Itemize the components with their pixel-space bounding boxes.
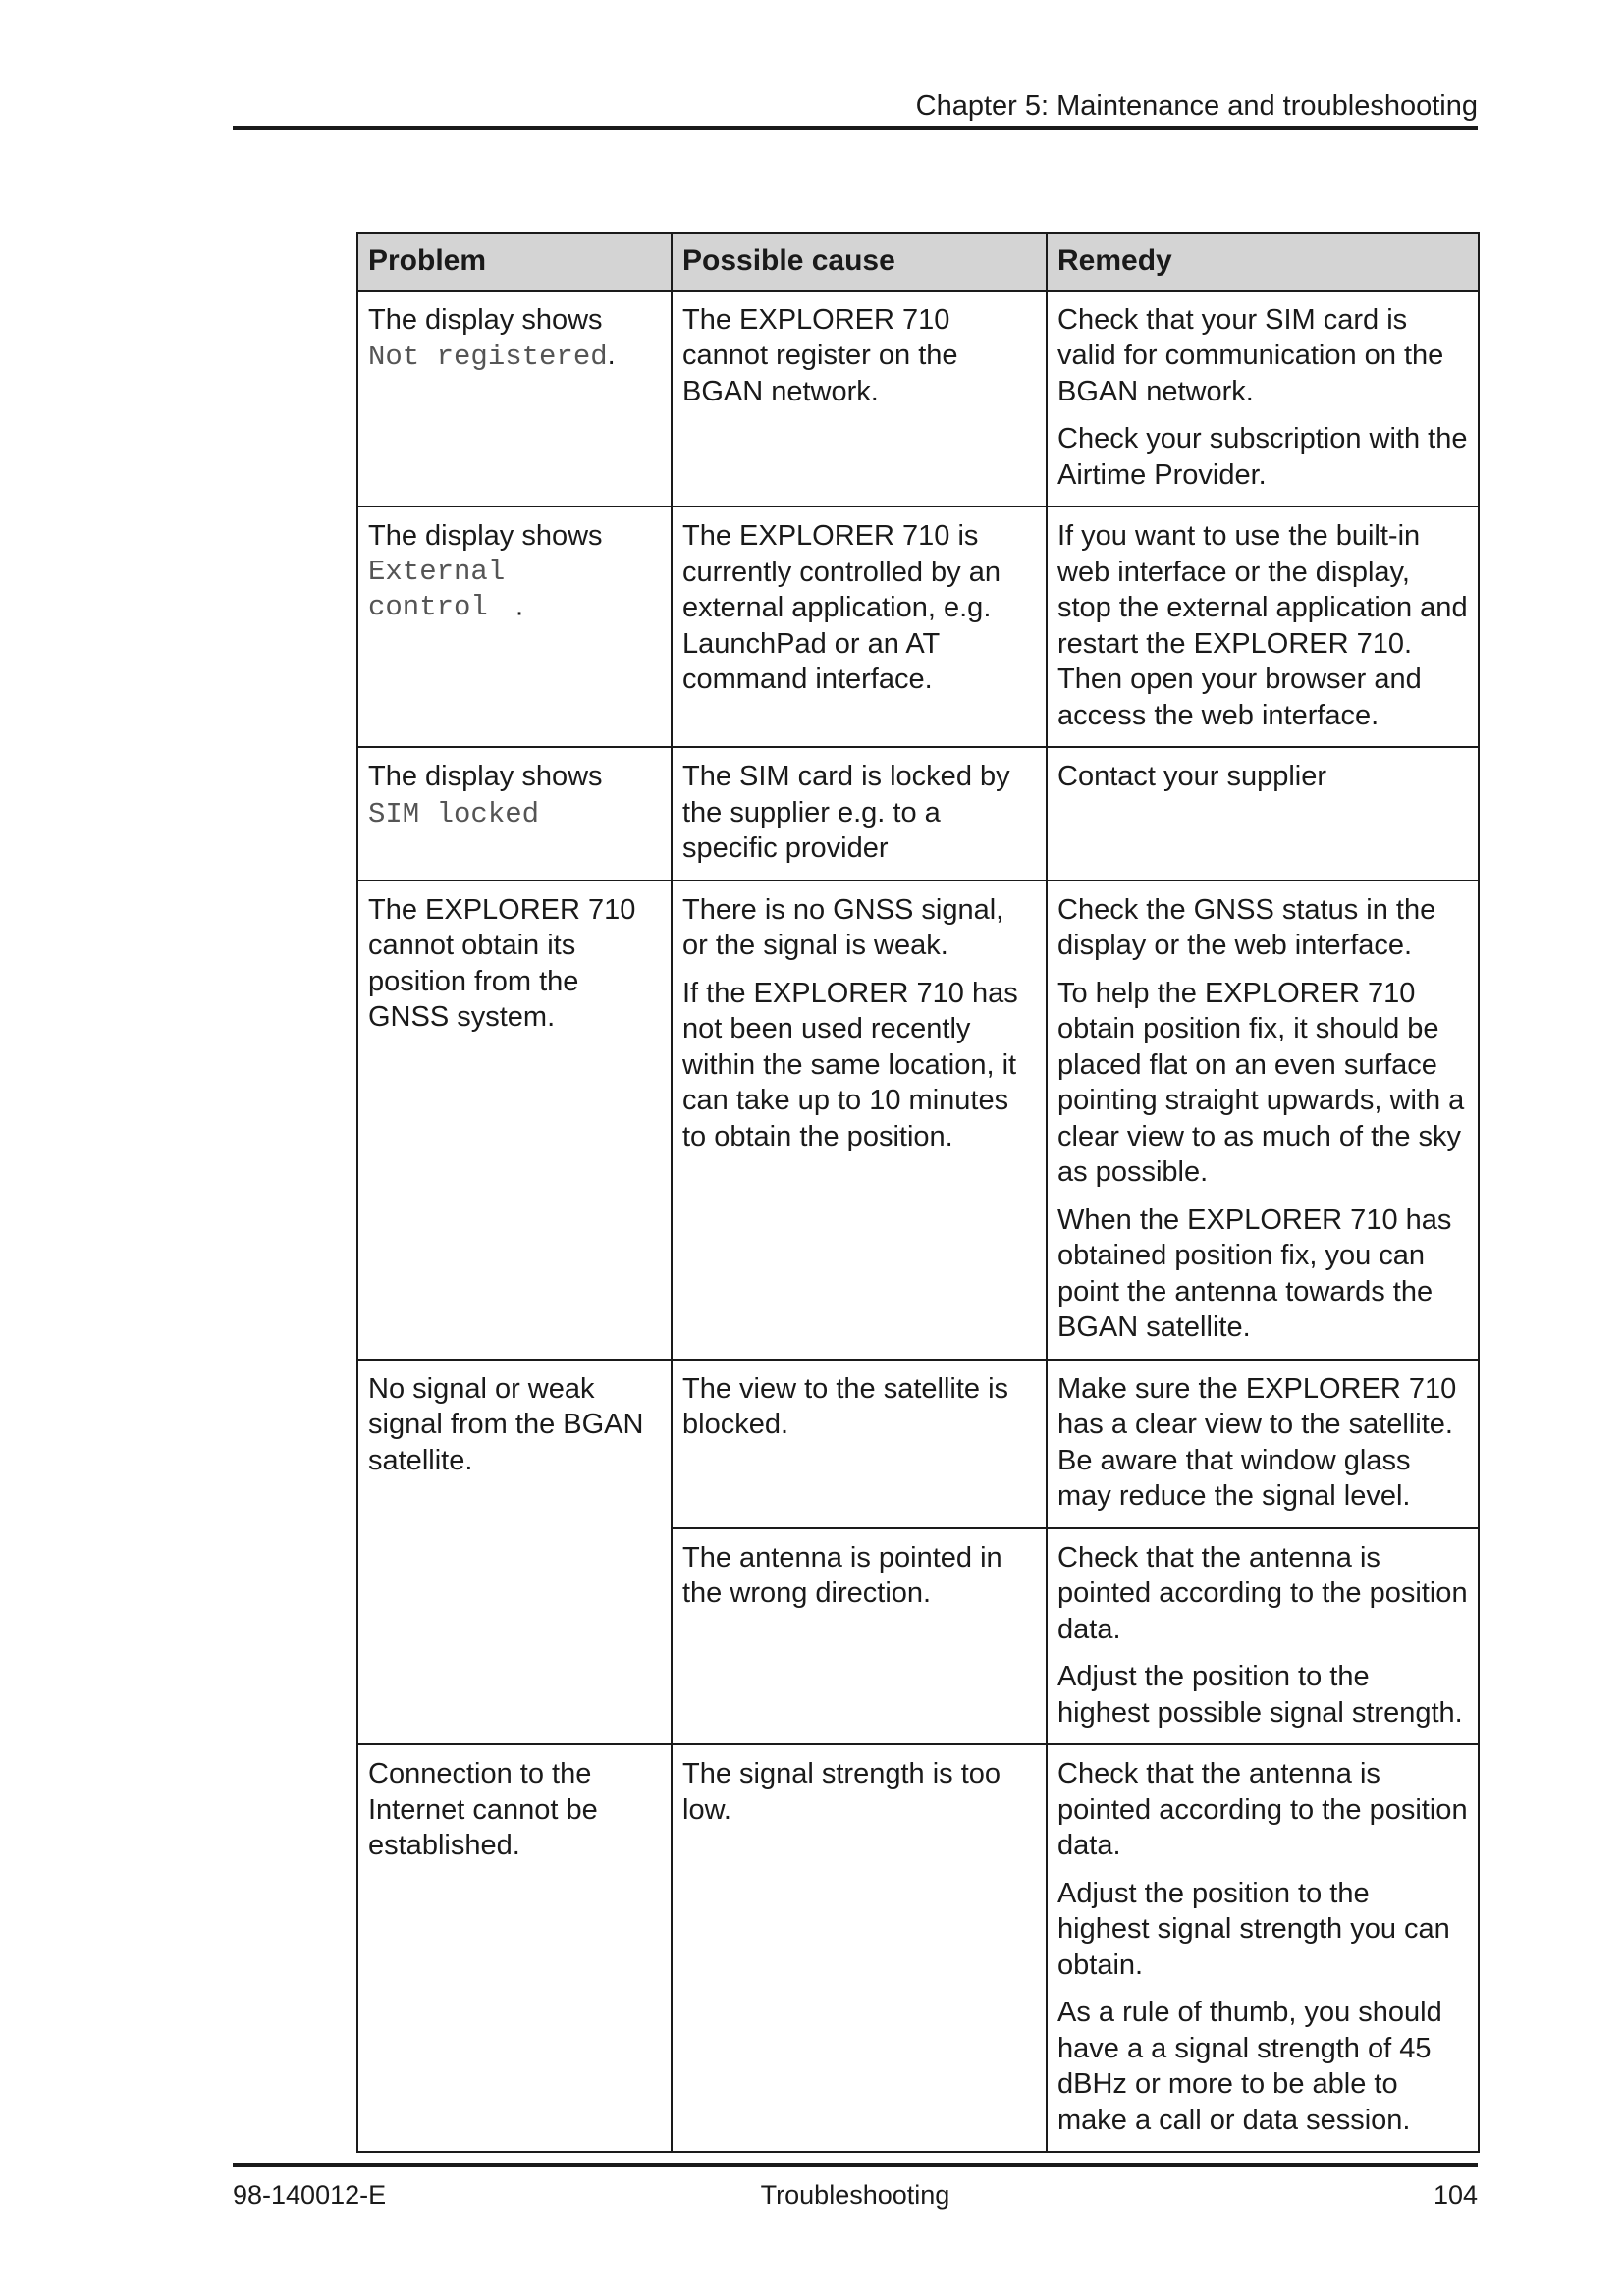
cause-cell [672, 1744, 1047, 2152]
problem-cell [357, 881, 672, 1360]
column-header-remedy: Remedy [1047, 233, 1479, 291]
problem-cell [357, 1744, 672, 2152]
cause-text: The SIM card is locked by the supplier e.g. to a specific provider [682, 761, 1010, 864]
problem-suffix: . [607, 340, 616, 371]
remedy-cell [1047, 747, 1479, 881]
cause-cell [672, 507, 1047, 747]
cause-text: The EXPLORER 710 is currently controlled by an external application, e.g. LaunchPad or an AT command interface. [682, 520, 1001, 695]
table-row [357, 747, 1479, 881]
remedy-text: Contact your supplier [1057, 761, 1327, 792]
problem-text: The EXPLORER 710 cannot obtain its position from the GNSS system. [368, 893, 636, 1033]
remedy-cell [1047, 507, 1479, 747]
cause-text: If the EXPLORER 710 has not been used recently within the same location, it can take up to 10 minutes to obtain the position. [682, 977, 1018, 1152]
problem-text: The display shows [368, 761, 603, 792]
remedy-text: If you want to use the built-in web interface or the display, stop the external application and restart the EXPLORER 710. Then open your browser and access the web interface. [1057, 520, 1468, 731]
problem-suffix: . [515, 590, 524, 621]
cause-cell [672, 881, 1047, 1360]
cause-cell [672, 747, 1047, 881]
remedy-cell [1047, 1528, 1479, 1745]
remedy-cell [1047, 1360, 1479, 1528]
column-header-problem: Problem [357, 233, 672, 291]
remedy-text: Check your subscription with the Airtime Provider. [1057, 423, 1468, 491]
problem-cell [357, 291, 672, 507]
remedy-text: To help the EXPLORER 710 obtain position fix, it should be placed flat on an even surface pointing straight upwards, with a clear view to as much of the sky as possible. [1057, 977, 1465, 1188]
troubleshooting-table [356, 232, 1480, 2153]
problem-text: No signal or weak signal from the BGAN satellite. [368, 1372, 644, 1476]
problem-text: Connection to the Internet cannot be established. [368, 1758, 598, 1861]
remedy-cell [1047, 291, 1479, 507]
table-row [357, 1360, 1479, 1528]
page-footer [233, 2163, 1478, 2210]
remedy-cell [1047, 1744, 1479, 2152]
remedy-text: Make sure the EXPLORER 710 has a clear view to the satellite. Be aware that window glass may reduce the signal level. [1057, 1372, 1457, 1512]
document-number: 98-140012-E [233, 2180, 387, 2210]
problem-cell [357, 507, 672, 747]
chapter-title: Chapter 5: Maintenance and troubleshooting [915, 90, 1478, 122]
remedy-text: Adjust the position to the highest possible signal strength. [1057, 1661, 1463, 1729]
problem-text: The display shows [368, 303, 603, 336]
remedy-text: Check that the antenna is pointed according to the position data. [1057, 1541, 1468, 1645]
problem-cell [357, 747, 672, 881]
remedy-text: Check the GNSS status in the display or the web interface. [1057, 893, 1436, 961]
page-header [233, 86, 1478, 130]
problem-cell [357, 1360, 672, 1745]
remedy-text: When the EXPLORER 710 has obtained position fix, you can point the antenna towards the BGAN satellite. [1057, 1203, 1452, 1343]
column-header-cause: Possible cause [672, 233, 1047, 291]
table-row [357, 881, 1479, 1360]
remedy-text: Adjust the position to the highest signal strength you can obtain. [1057, 1877, 1450, 1981]
problem-text: The display shows [368, 520, 603, 552]
table-row [357, 291, 1479, 507]
cause-cell [672, 291, 1047, 507]
display-message: SIM locked [368, 797, 540, 830]
cause-cell [672, 1360, 1047, 1528]
cause-text: The signal strength is too low. [682, 1758, 1001, 1826]
cause-cell [672, 1528, 1047, 1745]
display-message: External control [368, 555, 506, 623]
table-row [357, 1744, 1479, 2152]
page-number: 104 [1433, 2180, 1478, 2210]
cause-text: The EXPLORER 710 cannot register on the BGAN network. [682, 303, 958, 407]
cause-text: The antenna is pointed in the wrong direction. [682, 1541, 1002, 1609]
remedy-text: Check that your SIM card is valid for communication on the BGAN network. [1057, 303, 1444, 407]
cause-text: There is no GNSS signal, or the signal is weak. [682, 893, 1004, 961]
cause-text: The view to the satellite is blocked. [682, 1372, 1009, 1440]
table-header-row [357, 233, 1479, 291]
table-row [357, 507, 1479, 747]
remedy-text: As a rule of thumb, you should have a a signal strength of 45 dBHz or more to be able to make a call or data session. [1057, 1997, 1442, 2136]
section-name: Troubleshooting [760, 2180, 950, 2210]
remedy-text: Check that the antenna is pointed according to the position data. [1057, 1758, 1468, 1861]
display-message: Not registered [368, 341, 608, 373]
remedy-cell [1047, 881, 1479, 1360]
